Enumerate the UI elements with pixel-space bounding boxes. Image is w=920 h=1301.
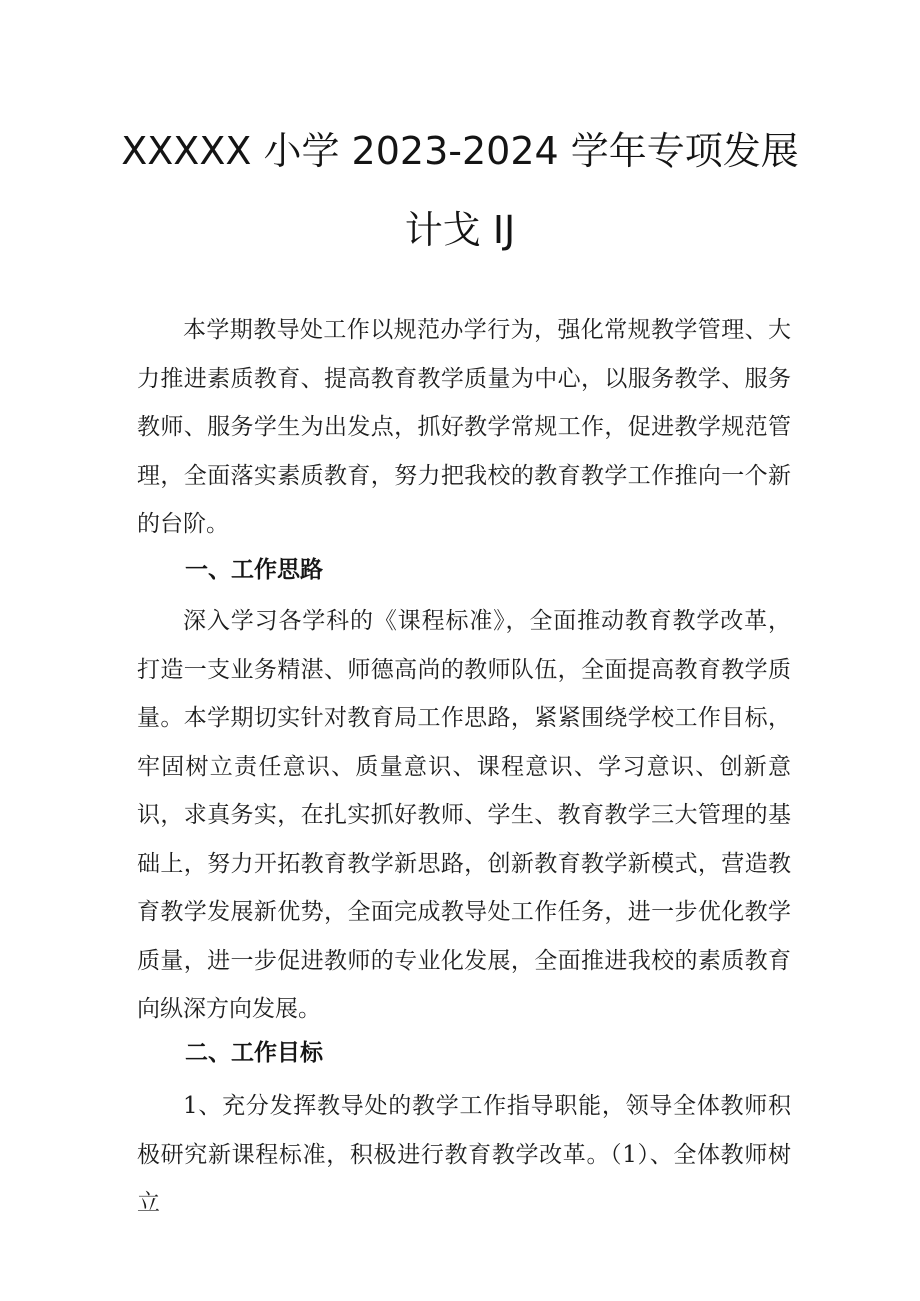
intro-paragraph: 本学期教导处工作以规范办学行为，强化常规教学管理、大力推进素质教育、提高教育教学质量为中心，以服务教学、服务教师、服务学生为出发点，抓好教学常规工作，促进教学规范管理，全面落实素质教育，努力把我校的教育教学工作推向一个新的台阶。: [137, 317, 791, 537]
section-paragraph-work-goals: 1、充分发挥教导处的教学工作指导职能，领导全体教师积极研究新课程标准，积极进行教育教学改革。（1）、全体教师树立: [137, 1093, 791, 1216]
section-heading-work-goals: 二、工作目标: [185, 1040, 323, 1066]
document-title-line-2: 计戈 IJ: [404, 208, 516, 252]
section-heading-work-ideas: 一、工作思路: [185, 557, 323, 583]
section-paragraph-work-ideas: 深入学习各学科的《课程标准》，全面推动教育教学改革，打造一支业务精湛、师德高尚的教师队伍，全面提高教育教学质量。本学期切实针对教育局工作思路，紧紧围绕学校工作目标，牢固树立责任意识、质量意识、课程意识、学习意识、创新意识，求真务实，在扎实抓好教师、学生、教育教学三大管理的基础上，努力开拓教育教学新思路，创新教育教学新模式，营造教育教学发展新优势，全面完成教导处工作任务，进一步优化教学质量，进一步促进教师的专业化发展，全面推进我校的素质教育向纵深方向发展。: [137, 608, 791, 1022]
document-title-line-1: XXXXX 小学 2023-2024 学年专项发展: [121, 129, 799, 173]
